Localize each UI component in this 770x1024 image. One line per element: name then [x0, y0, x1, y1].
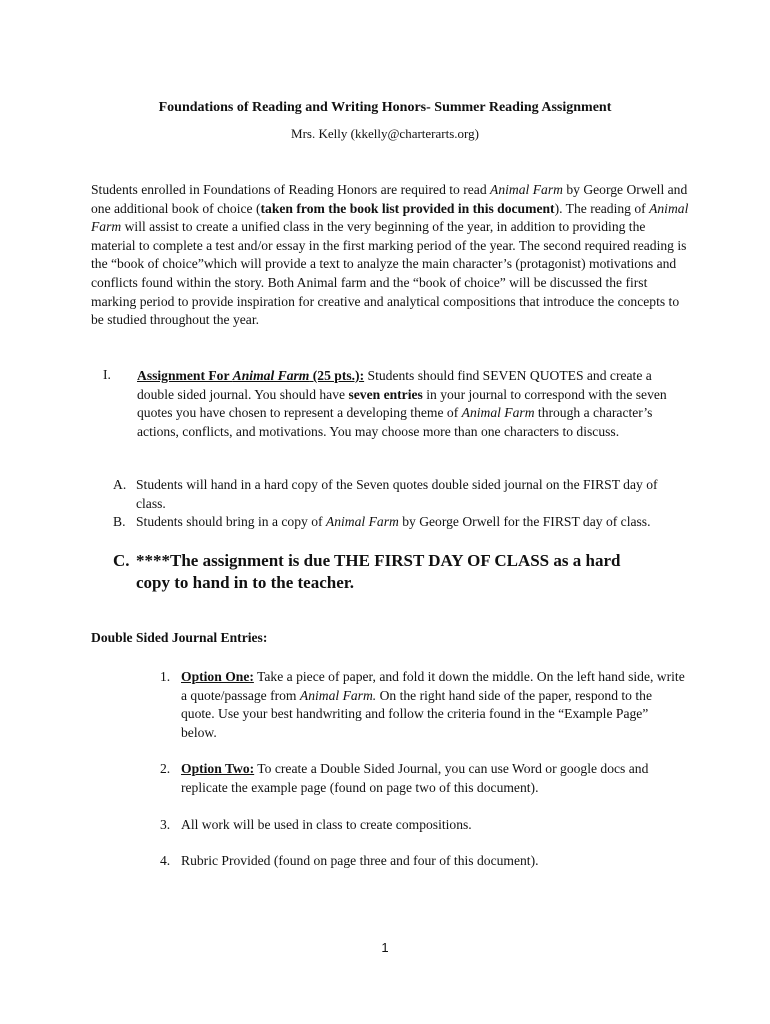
option-two — [160, 760, 690, 800]
list-label: C. — [113, 551, 130, 570]
author-line: Mrs. Kelly (kkelly@charterarts.org) — [291, 126, 479, 141]
option-text: Rubric Provided (found on page three and four of this document). — [181, 853, 539, 868]
page-number: 1 — [381, 940, 389, 955]
option-text-part: Take a piece of paper, and fold it down the middle. On the left hand side, write a quote/passage from — [181, 669, 685, 703]
list-text-part: by George Orwell for the FIRST day of class. — [398, 514, 651, 529]
section-text: in your journal to correspond with the seven quotes you have chosen to represent a developing theme of — [137, 386, 667, 421]
section-number: I. — [103, 367, 111, 382]
list-text: Students will hand in a hard copy of the Seven quotes double sided journal on the FIRST day of class. — [136, 477, 658, 511]
document-title: Foundations of Reading and Writing Honors- Summer Reading Assignment — [158, 100, 612, 115]
option-three — [160, 816, 690, 836]
book-title: Animal Farm — [232, 368, 310, 383]
option-one — [160, 668, 690, 748]
option-four — [160, 852, 690, 872]
option-heading: Option One: — [181, 669, 254, 684]
heading-text: (25 pts.): — [309, 368, 365, 383]
list-text: ****The assignment is due THE FIRST DAY OF CLASS as a hard copy to hand in to the teacher. — [136, 551, 621, 592]
list-label: A. — [113, 477, 127, 492]
option-text — [181, 760, 686, 797]
intro-text: will assist to create a unified class in the very beginning of the year, in addition to providing the material to complete a test and/or essay in the first marking period of the year. The second required reading is the “book of choice”which will provide a text to analyze the main character’s (protagonist) motivations and conflicts found within the story. Both Animal farm and the “book of choice” will be discussed the first marking period to provide inspiration for creative and analytical compositions that introduce the concepts to be studied throughout the year. — [91, 219, 687, 328]
section-bold: seven entries — [348, 386, 423, 402]
option-number: 4. — [160, 853, 171, 868]
journal-heading: Double Sided Journal Entries: — [91, 630, 268, 645]
section-heading — [137, 368, 364, 383]
book-title: Animal Farm. — [299, 687, 377, 703]
list-label: B. — [113, 514, 126, 529]
intro-text: ). The reading of — [554, 200, 650, 216]
option-number: 1. — [160, 669, 171, 684]
option-number: 2. — [160, 761, 171, 776]
book-title: Animal Farm — [325, 514, 399, 529]
heading-text: Assignment For — [137, 368, 233, 383]
book-title: Animal Farm — [490, 182, 563, 197]
intro-bold: taken from the book list provided in this document — [260, 200, 555, 216]
option-heading: Option Two: — [181, 761, 255, 776]
option-text — [181, 668, 686, 742]
intro-paragraph — [91, 181, 691, 330]
intro-text: Students enrolled in Foundations of Reading Honors are required to read — [91, 182, 491, 197]
list-item-b — [113, 513, 678, 551]
list-text-part: Students should bring in a copy of — [136, 514, 326, 529]
section-text: through a character’s actions, conflicts, and motivations. You may choose more than one characters to discuss. — [137, 405, 653, 439]
option-number: 3. — [160, 817, 171, 832]
option-text: All work will be used in class to create compositions. — [181, 817, 472, 832]
intro-text: by George Orwell and one additional book of choice ( — [91, 182, 688, 216]
section-text: Students should find SEVEN QUOTES and create a double sided journal. You should have — [137, 368, 652, 402]
book-title: Animal Farm — [461, 405, 535, 421]
list-item-a — [113, 476, 678, 514]
option-text-part: To create a Double Sided Journal, you can use Word or google docs and replicate the example page (found on page two of this document). — [181, 761, 649, 795]
section-assignment — [137, 367, 677, 441]
option-text-part: On the right hand side of the paper, respond to the quote. Use your best handwriting and follow the criteria found in the “Example Page” below. — [181, 687, 652, 740]
book-title: Animal Farm — [91, 200, 689, 235]
list-text — [136, 513, 676, 532]
